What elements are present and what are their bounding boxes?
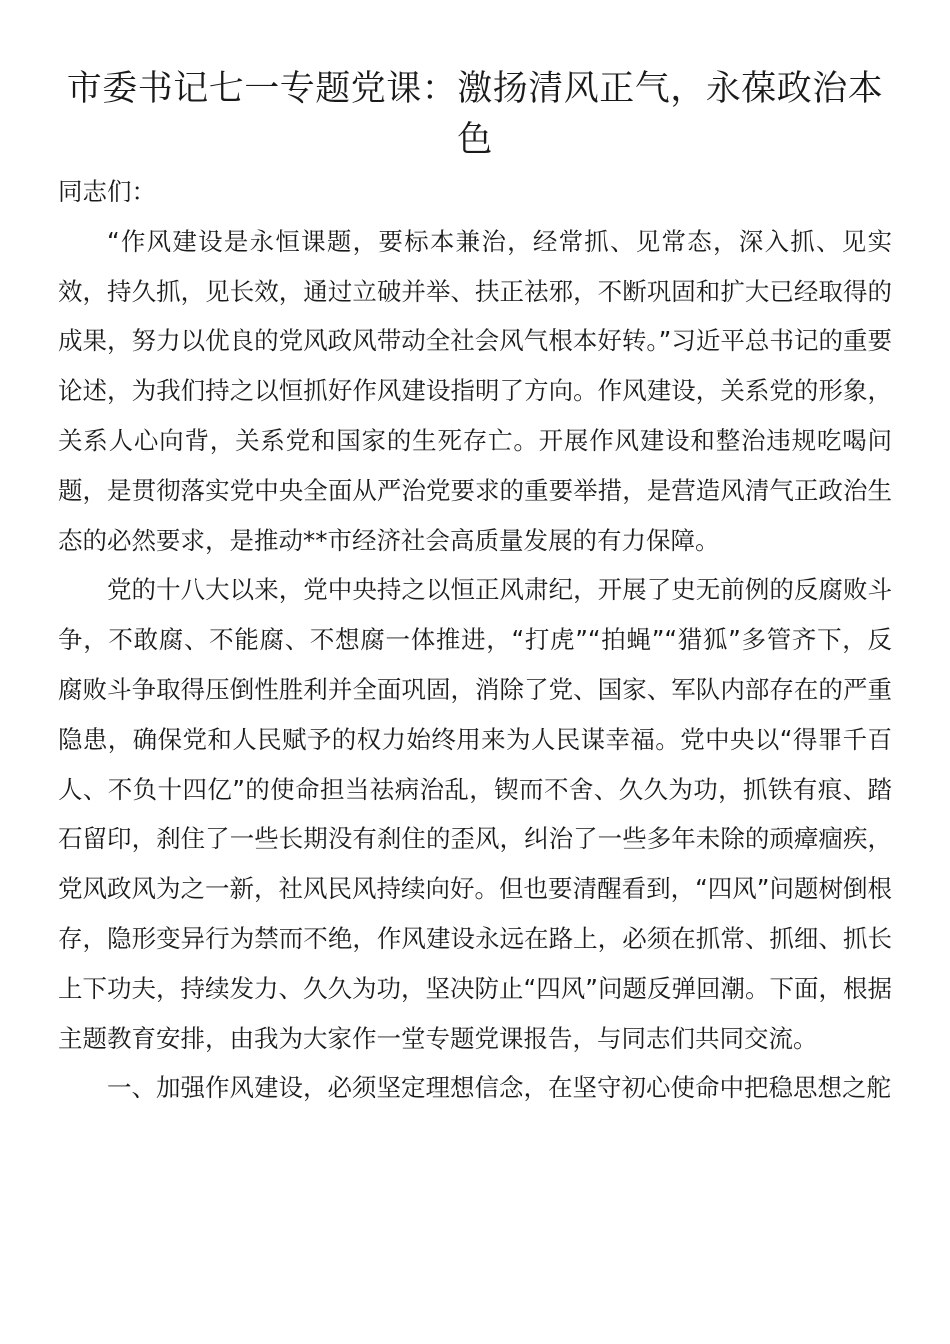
paragraph-1: “作风建设是永恒课题，要标本兼治，经常抓、见常态，深入抓、见实效，持久抓，见长效，通过立破并举、扶正祛邪，不断巩固和扩大已经取得的成果，努力以优良的党风政风带动全社会风气根本好转。”习近平总书记的重要论述，为我们持之以恒抓好作风建设指明了方向。作风建设，关系党的形象，关系人心向背，关系党和国家的生死存亡。开展作风建设和整治违规吃喝问题，是贯彻落实党中央全面从严治党要求的重要举措，是营造风清气正政治生态的必然要求，是推动**市经济社会高质量发展的有力保障。 [58, 226, 892, 555]
section-heading-1: 一、加强作风建设，必须坚定理想信念，在坚守初心使命中把稳思想之舵 [107, 1073, 891, 1103]
document-title: 市委书记七一专题党课：激扬清风正气，永葆政治本色 [66, 69, 884, 160]
greeting: 同志们： [58, 177, 156, 206]
paragraph-2: 党的十八大以来，党中央持之以恒正风肃纪，开展了史无前例的反腐败斗争，不敢腐、不能腐、不想腐一体推进，“打虎”“拍蝇”“猎狐”多管齐下，反腐败斗争取得压倒性胜利并全面巩固，消除了党、国家、军队内部存在的严重隐患，确保党和人民赋予的权力始终用来为人民谋幸福。党中央以“得罪千百人、不负十四亿”的使命担当祛病治乱，锲而不舍、久久为功，抓铁有痕、踏石留印，刹住了一些长期没有刹住的歪风，纠治了一些多年未除的顽瘴痼疾，党风政风为之一新，社风民风持续向好。但也要清醒看到，“四风”问题树倒根存，隐形变异行为禁而不绝，作风建设永远在路上，必须在抓常、抓细、抓长上下功夫，持续发力、久久为功，坚决防止“四风”问题反弹回潮。下面，根据主题教育安排，由我为大家作一堂专题党课报告，与同志们共同交流。 [58, 575, 892, 1053]
document-body [58, 167, 892, 1113]
